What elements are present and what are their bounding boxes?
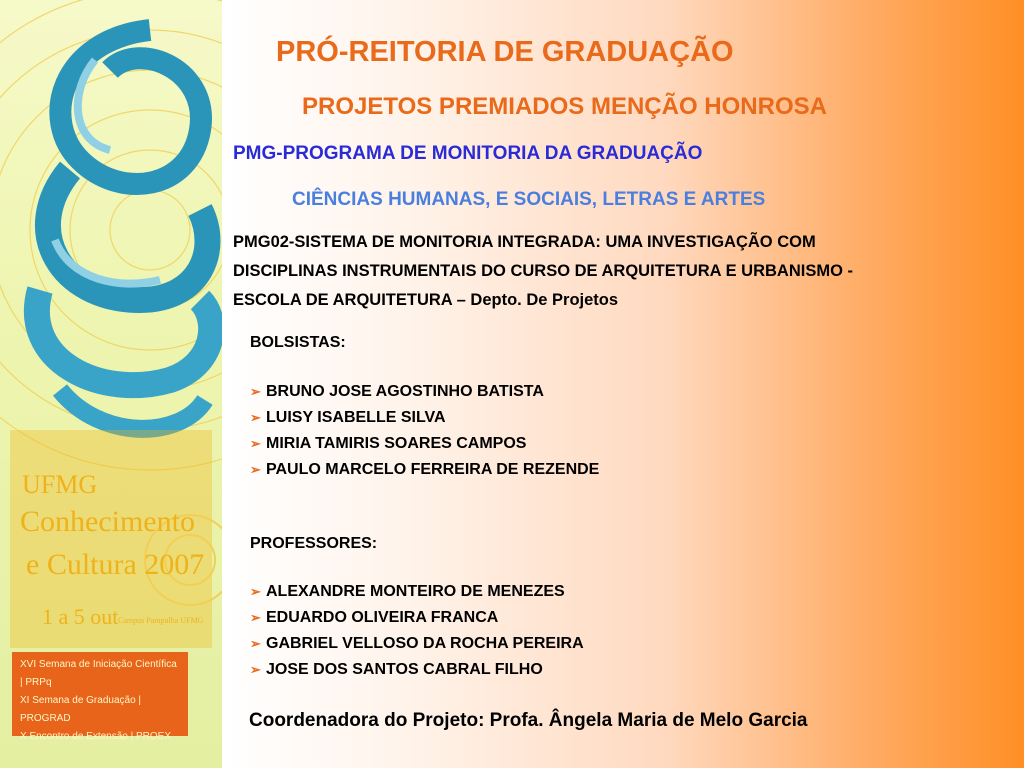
event-item: XI Semana de Graduação | PROGRAD bbox=[20, 695, 142, 724]
professor-name: ALEXANDRE MONTEIRO DE MENEZES bbox=[266, 583, 565, 600]
arrow-bullet-icon: ➢ bbox=[250, 610, 261, 625]
arrow-bullet-icon: ➢ bbox=[250, 462, 261, 477]
page-title: PRÓ-REITORIA DE GRADUAÇÃO bbox=[276, 36, 734, 68]
events-box bbox=[12, 652, 188, 742]
list-item bbox=[250, 631, 584, 657]
event-item: XVI Semana de Iniciação Científica | PRPq bbox=[20, 659, 177, 688]
event-campus: Campus Pampulha UFMG bbox=[118, 616, 204, 625]
arrow-bullet-icon: ➢ bbox=[250, 410, 261, 425]
project-line: DISCIPLINAS INSTRUMENTAIS DO CURSO DE ARQUITETURA E URBANISMO - bbox=[233, 262, 853, 280]
project-line: PMG02-SISTEMA DE MONITORIA INTEGRADA: UMA INVESTIGAÇÃO COM bbox=[233, 233, 816, 251]
student-name: PAULO MARCELO FERREIRA DE REZENDE bbox=[266, 461, 600, 478]
page-subtitle: PROJETOS PREMIADOS MENÇÃO HONROSA bbox=[302, 93, 827, 120]
program-title: PMG-PROGRAMA DE MONITORIA DA GRADUAÇÃO bbox=[233, 143, 703, 164]
professor-name: GABRIEL VELLOSO DA ROCHA PEREIRA bbox=[266, 635, 584, 652]
project-coordinator: Coordenadora do Projeto: Profa. Ângela Maria de Melo Garcia bbox=[249, 710, 808, 731]
arrow-bullet-icon: ➢ bbox=[250, 636, 261, 651]
student-name: MIRIA TAMIRIS SOARES CAMPOS bbox=[266, 435, 527, 452]
list-item bbox=[250, 579, 584, 605]
project-line: ESCOLA DE ARQUITETURA – Depto. De Projetos bbox=[233, 291, 619, 309]
arrow-bullet-icon: ➢ bbox=[250, 584, 261, 599]
student-name: BRUNO JOSE AGOSTINHO BATISTA bbox=[266, 383, 544, 400]
arrow-bullet-icon: ➢ bbox=[250, 384, 261, 399]
event-dates: 1 a 5 out bbox=[42, 604, 119, 629]
project-title bbox=[233, 228, 1014, 315]
professores-list bbox=[250, 579, 584, 683]
logo-ufmg: UFMG bbox=[22, 470, 98, 499]
list-item bbox=[250, 457, 599, 483]
event-banner bbox=[0, 0, 222, 768]
list-item bbox=[250, 657, 584, 683]
list-item bbox=[250, 605, 584, 631]
event-item: X Encontro de Extensão | PROEX bbox=[20, 731, 172, 742]
professores-heading: PROFESSORES: bbox=[250, 535, 378, 552]
area-title: CIÊNCIAS HUMANAS, E SOCIAIS, LETRAS E ARTES bbox=[292, 189, 766, 210]
bolsistas-heading: BOLSISTAS: bbox=[250, 334, 346, 351]
list-item bbox=[250, 379, 599, 405]
arrow-bullet-icon: ➢ bbox=[250, 436, 261, 451]
list-item bbox=[250, 405, 599, 431]
logo-cultura-2007: e Cultura 2007 bbox=[26, 548, 205, 581]
student-name: LUISY ISABELLE SILVA bbox=[266, 409, 446, 426]
arrow-bullet-icon: ➢ bbox=[250, 662, 261, 677]
bolsistas-list bbox=[250, 379, 599, 483]
professor-name: JOSE DOS SANTOS CABRAL FILHO bbox=[266, 661, 543, 678]
list-item bbox=[250, 431, 599, 457]
logo-conhecimento: Conhecimento bbox=[20, 505, 195, 538]
professor-name: EDUARDO OLIVEIRA FRANCA bbox=[266, 609, 499, 626]
